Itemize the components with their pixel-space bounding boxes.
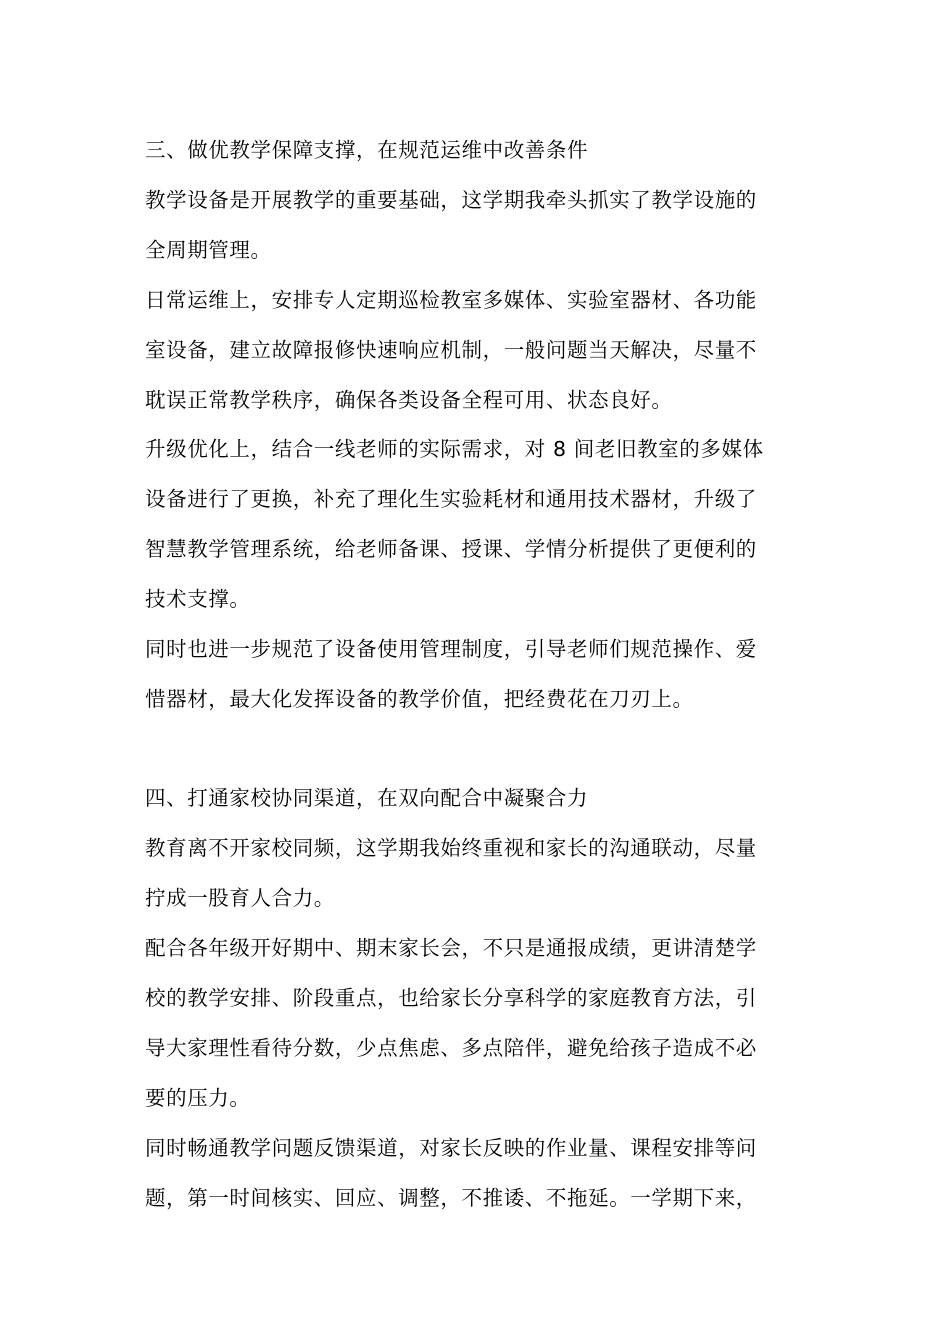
section-3-heading: 三、做优教学保障支撑，在规范运维中改善条件: [145, 138, 589, 162]
section-4-paragraph-1-line-1: 教育离不开家校同频，这学期我始终重视和家长的沟通联动，尽量: [145, 836, 757, 860]
section-3-paragraph-1-line-2: 全周期管理。: [145, 238, 272, 262]
section-4-paragraph-3-line-2: 题，第一时间核实、回应、调整，不推诿、不拖延。一学期下来，: [145, 1186, 757, 1210]
section-4-paragraph-1-line-2: 拧成一股育人合力。: [145, 886, 335, 910]
section-3-paragraph-2-line-1: 日常运维上，安排专人定期巡检教室多媒体、实验室器材、各功能: [145, 288, 757, 312]
section-3-paragraph-3-line-4: 技术支撑。: [145, 587, 251, 611]
section-3-paragraph-4-line-2: 惜器材，最大化发挥设备的教学价值，把经费花在刀刃上。: [145, 687, 694, 711]
section-3-paragraph-3-line-3: 智慧教学管理系统，给老师备课、授课、学情分析提供了更便利的: [145, 537, 757, 561]
section-3-paragraph-3-line-1: 升级优化上，结合一线老师的实际需求，对 8 间老旧教室的多媒体: [145, 437, 764, 461]
section-4-heading: 四、打通家校协同渠道，在双向配合中凝聚合力: [145, 786, 589, 810]
section-4-paragraph-2-line-2: 校的教学安排、阶段重点，也给家长分享科学的家庭教育方法，引: [145, 986, 757, 1010]
section-3-paragraph-4-line-1: 同时也进一步规范了设备使用管理制度，引导老师们规范操作、爱: [145, 637, 757, 661]
section-4-paragraph-2-line-3: 导大家理性看待分数，少点焦虑、多点陪伴，避免给孩子造成不必: [145, 1036, 757, 1060]
section-3-paragraph-2-line-2: 室设备，建立故障报修快速响应机制，一般问题当天解决，尽量不: [145, 338, 757, 362]
section-4-paragraph-3-line-1: 同时畅通教学问题反馈渠道，对家长反映的作业量、课程安排等问: [145, 1136, 757, 1160]
section-4-paragraph-2-line-4: 要的压力。: [145, 1086, 251, 1110]
section-3-paragraph-2-line-3: 耽误正常教学秩序，确保各类设备全程可用、状态良好。: [145, 388, 673, 412]
section-3-paragraph-3-line-2: 设备进行了更换，补充了理化生实验耗材和通用技术器材，升级了: [145, 487, 757, 511]
section-3-paragraph-1-line-1: 教学设备是开展教学的重要基础，这学期我牵头抓实了教学设施的: [145, 188, 757, 212]
section-4-paragraph-2-line-1: 配合各年级开好期中、期末家长会，不只是通报成绩，更讲清楚学: [145, 936, 757, 960]
